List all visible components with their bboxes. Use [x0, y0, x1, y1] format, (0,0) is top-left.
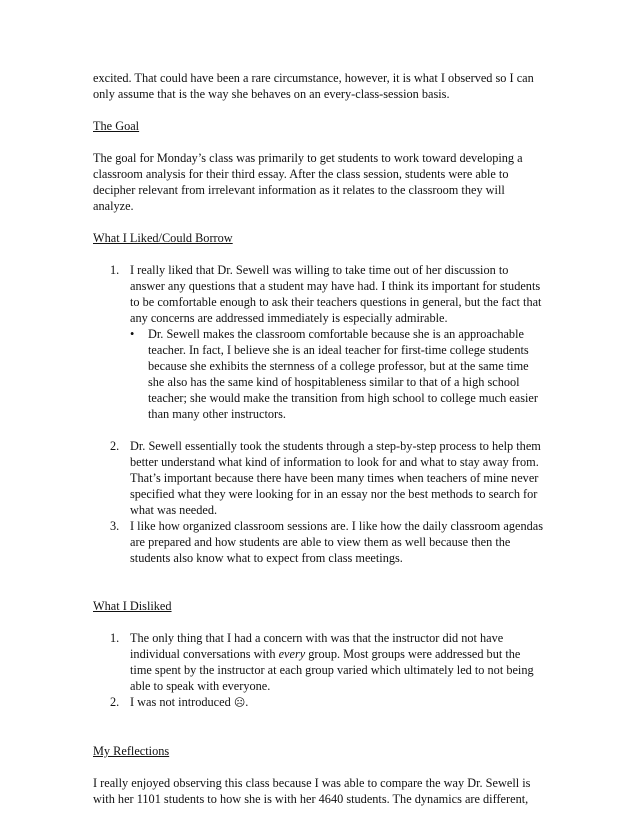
list-number: 2. [110, 695, 120, 709]
liked-item-2-text: Dr. Sewell essentially took the students through a step-by-step process to help them better understand what kind of information to look for and what to stay away from. That’s important because there have been many times when teachers of mine never specified what they were looking for in an essay nor the best methods to search for what was needed. [130, 439, 541, 517]
disliked-heading: What I Disliked [93, 599, 172, 613]
disliked-item-2 [93, 694, 545, 711]
disliked-item-1-text: The only thing that I had a concern with was that the instructor did not have individual conversations with every group. Most groups were addressed but the time spent by the instructor at each group varied which ultimately led to not being able to speak with everyone. [130, 631, 534, 693]
disliked-item-2-text: I was not introduced ☹. [130, 695, 249, 709]
list-number: 1. [110, 631, 120, 645]
list-number: 2. [110, 439, 120, 453]
frown-icon: ☹ [233, 696, 246, 709]
liked-item-1 [93, 262, 545, 422]
intro-paragraph: excited. That could have been a rare circumstance, however, it is what I observed so I can only assume that is the way she behaves on an every-class-session basis. [93, 71, 534, 101]
bullet-text: Dr. Sewell makes the classroom comfortable because she is an approachable teacher. In fact, I believe she is an ideal teacher for first-time college students because she exhibits the sternness of a college professor, but at the same time she also has the same kind of hospitableness similar to that of a high school teacher; she would make the transition from high school to college much easier than many other instructors. [148, 327, 538, 421]
goal-heading: The Goal [93, 119, 140, 133]
bullet-item [130, 326, 545, 422]
liked-item-3 [93, 518, 545, 566]
disliked-list [93, 630, 545, 711]
bullet-icon: • [130, 327, 135, 341]
liked-list [93, 262, 545, 566]
reflections-paragraph: I really enjoyed observing this class because I was able to compare the way Dr. Sewell is with her 1101 students to how she is with her 4640 students. The dynamics are different, [93, 776, 531, 806]
reflections-heading: My Reflections [93, 744, 170, 758]
goal-paragraph: The goal for Monday’s class was primarily to get students to work toward developing a classroom analysis for their third essay. After the class session, students were able to decipher relevant from irrelevant information as it relates to the classroom they will analyze. [93, 151, 523, 213]
list-number: 3. [110, 519, 120, 533]
disliked-item-1 [93, 630, 545, 694]
liked-item-2 [93, 438, 545, 518]
liked-item-3-text: I like how organized classroom sessions are. I like how the daily classroom agendas are prepared and how students are able to view them as well because then the students also know what to expect from class meetings. [130, 519, 543, 565]
list-number: 1. [110, 263, 120, 277]
liked-item-1-text: I really liked that Dr. Sewell was willing to take time out of her discussion to answer any questions that a student may have had. I think its important for students to be comfortable enough to ask their teachers questions in general, but the fact that any concerns are addressed immediately is especially admirable. [130, 263, 542, 325]
liked-item-1-bullets [130, 326, 545, 422]
liked-heading: What I Liked/Could Borrow [93, 231, 233, 245]
emphasis-every: every [278, 647, 306, 661]
document-body [93, 70, 545, 807]
